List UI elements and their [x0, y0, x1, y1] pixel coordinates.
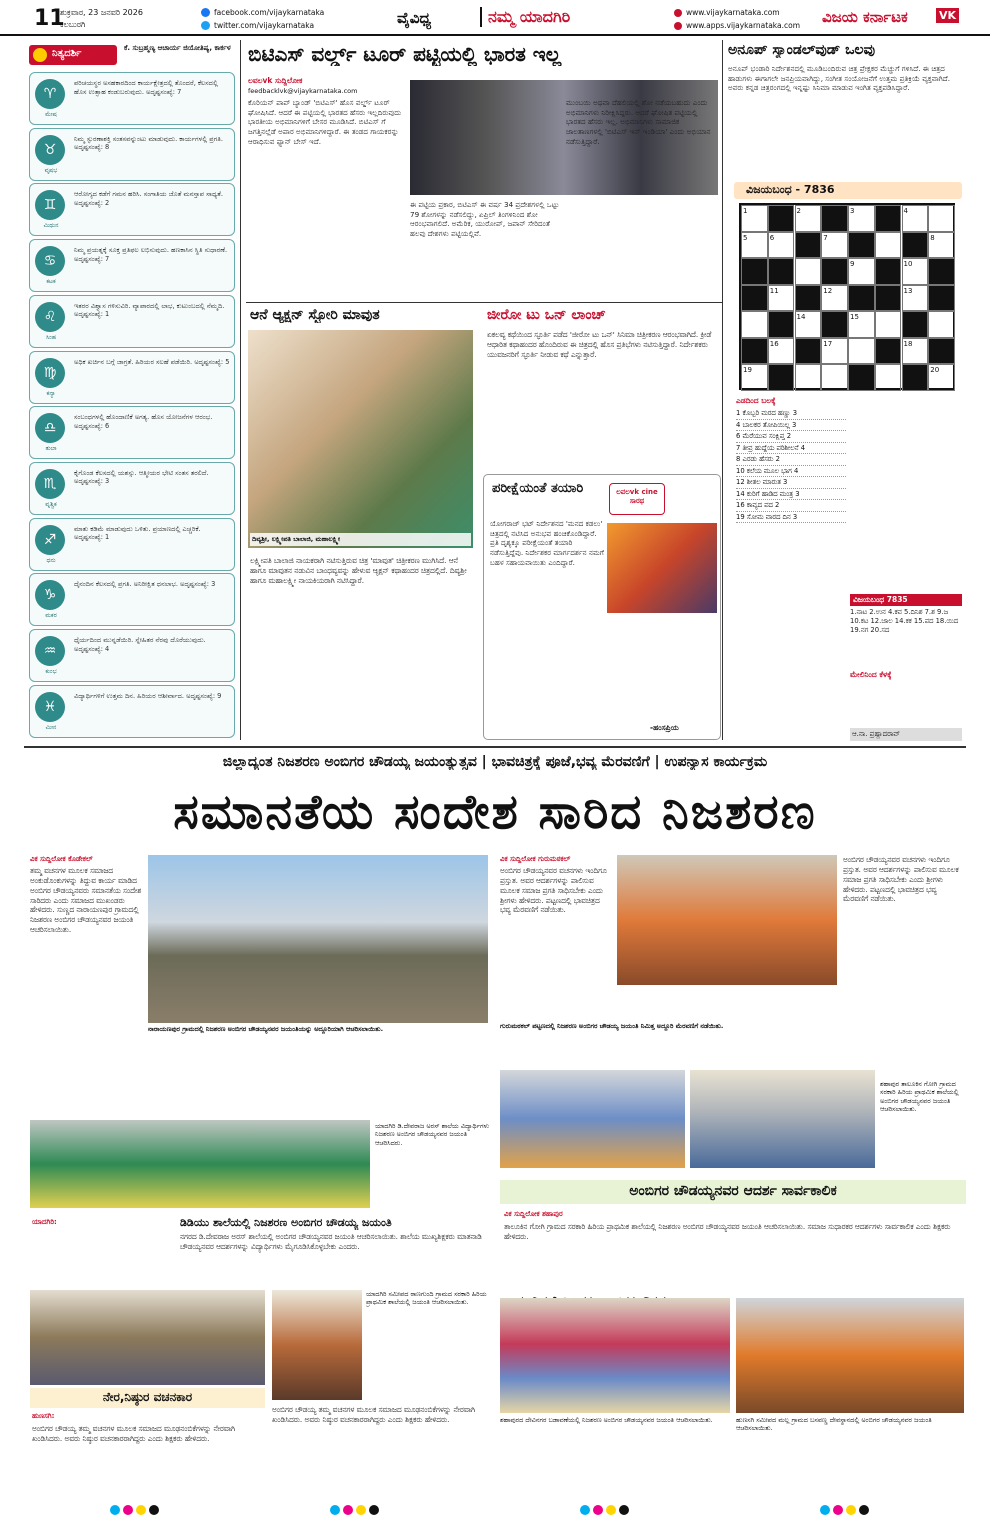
gurumatkal-photo: [617, 855, 837, 985]
crossword-grid[interactable]: [739, 203, 955, 390]
zodiac-name: ವೃಶ್ಚಿಕ: [45, 500, 57, 508]
crossword-cell-number: 16: [769, 339, 779, 348]
crossword-cell-number: 19: [743, 366, 752, 374]
zodiac-name: ಕನ್ಯಾ: [46, 389, 56, 397]
col2-dateline: ವಿಕ ಸುದ್ದಿಲೋಕ ಗುರುಮಠಕಲ್: [500, 855, 571, 863]
crossword-cell[interactable]: [795, 205, 822, 232]
zodiac-icon: ♉: [35, 135, 65, 165]
bts-email: feedbacklvk@vijaykarnataka.com: [248, 87, 358, 95]
crossword-cell-number: 5: [743, 233, 748, 242]
horoscope-card: [29, 518, 235, 571]
caption-gurumatkal: ಗುರುಮಠಕಲ್ ಪಟ್ಟಣದಲ್ಲಿ ನಿಜಶರಣ ಅಂಬಿಗರ ಚೌಡಯ್ಯ ಜಯಂತಿ ನಿಮಿತ್ತ ಅದ್ದೂರಿ ಮೆರವಣಿಗೆ ನಡೆಯಿತು.: [500, 1022, 724, 1030]
header-rule: [0, 34, 990, 36]
zodiac-icon: ♑: [35, 580, 65, 610]
caption-shahapur: ಶಹಾಪುರದ ದೇವಿನಗರ ಬಡಾವಣೆಯಲ್ಲಿ ನಿಜಶರಣ ಅಂಬಿಗರ ಚೌಡಯ್ಯನವರ ಜಯಂತಿ ಆಚರಿಸಲಾಯಿತು.: [500, 1416, 713, 1424]
ambigara-body: ತಾಲೂಕಿನ ಗೋಗಿ ಗ್ರಾಮದ ಸರಕಾರಿ ಹಿರಿಯ ಪ್ರಾಥಮಿಕ ಶಾಲೆಯಲ್ಲಿ ನಿಜಶರಣ ಅಂಬಿಗರ ಚೌಡಯ್ಯನವರ ಜಯಂತಿ ಆಚರಿಸಲಾಯಿತು. ಸಮಾಜ ಸುಧಾರಕರ ಆದರ್ಶಗಳು ಸಾರ್ವಕಾಲಿಕ ಎಂದು ಶಿಕ್ಷಕರು ಹೇಳಿದರು.: [504, 1222, 951, 1241]
bts-body-1: ಕೊರಿಯನ್ ಪಾಪ್ ಬ್ಯಾಂಡ್ 'ಬಿಟಿಎಸ್' ಹೊಸ ವರ್ಲ್ಡ್ ಟೂರ್ ಘೋಷಿಸಿದೆ. ಆದರೆ ಈ ಪಟ್ಟಿಯಲ್ಲಿ ಭಾರತದ ಹೆಸರು ಇಲ್ಲದಿರುವುದು ಭಾರತೀಯ ಅಭಿಮಾನಿಗಳಿಗೆ ಬೇಸರ ಮೂಡಿಸಿದೆ. ಬಿಟಿಎಸ್ ಗೆ ಜಗತ್ತಿನಲ್ಲೆಡೆ ಅಪಾರ ಅಭಿಮಾನಿಗಳಿದ್ದಾರೆ. ಈ ತಂಡದ ಗಾಯಕರನ್ನು ಆರಾಧಿಸುವ ಫ್ಯಾನ್ ಬೇಸ್ ಇದೆ.: [248, 98, 402, 146]
crossword-cell[interactable]: [741, 232, 768, 259]
crossword-block: [821, 258, 848, 285]
crossword-cell[interactable]: [928, 205, 955, 232]
crossword-cell[interactable]: [821, 285, 848, 312]
crossword-block: [928, 338, 955, 365]
crossword-cell[interactable]: [741, 364, 768, 391]
exam-headline: ಪರೀಕ್ಷೆಯಂತೆ ತಯಾರಿ: [492, 481, 584, 496]
crossword-cell[interactable]: [902, 338, 929, 365]
crossword-cell[interactable]: [768, 232, 795, 259]
crossword-clues: [736, 408, 846, 738]
crossword-clue: 7 ತೀವ್ರ ಹುದ್ದೆಯ ಪರಿಶೀಲನೆ 4: [736, 443, 846, 455]
caption-gogi: ಶಹಾಪುರ ತಾಲೂಕಿನ ಗೋಗಿ ಗ್ರಾಮದ ಸರಕಾರಿ ಹಿರಿಯ ಪ್ರಾಥಮಿಕ ಶಾಲೆಯಲ್ಲಿ ಅಂಬಿಗರ ಚೌಡಯ್ಯನವರ ಜಯಂತಿ ಆಚರಿಸಲಾಯಿತು.: [880, 1080, 959, 1114]
crossword-clue: 14 ಕುರಿಗೆ ಹಾಡಿದ ಮಂತ್ರ 3: [736, 489, 846, 501]
horoscope-title: ನಿತ್ಯದರ್ಶಿ: [52, 48, 82, 59]
zodiac-name: ಮಿಥುನ: [43, 222, 59, 230]
crossword-cell-number: 3: [850, 207, 855, 215]
crossword-cell[interactable]: [848, 205, 875, 232]
across-title: ಎಡದಿಂದ ಬಲಕ್ಕೆ: [736, 396, 776, 405]
print-registration-marks: [110, 1500, 162, 1519]
website-link[interactable]: www.vijaykarnataka.com: [686, 8, 780, 17]
horoscope-card: [29, 629, 235, 682]
crossword-setter: ಆ.ನಾ. ಪ್ರಹ್ಲಾದರಾವ್: [850, 728, 962, 741]
crossword-clue: 4 ಬಾಲಕರ ತೋಪಿಯಿಲ್ಲ 3: [736, 420, 846, 432]
facebook-icon: [201, 8, 210, 17]
crossword-block: [795, 285, 822, 312]
ddu-school-photo: [30, 1120, 370, 1208]
ane-headline: ಆನೆ ಆ್ಯಕ್ಷನ್ ಸ್ಟೋರಿ ಮಾವುತ: [250, 307, 380, 323]
crossword-cell-number: 8: [930, 233, 935, 242]
crossword-cell-number: 14: [796, 313, 806, 321]
print-registration-marks: [580, 1500, 632, 1519]
crossword-block: [875, 338, 902, 365]
horoscope-card: [29, 128, 235, 181]
caption-thanagundi: ಯಾದಗಿರಿ ಸಮೀಪದ ಠಾಣಗುಂದಿ ಗ್ರಾಮದ ಸರಕಾರಿ ಹಿರಿಯ ಪ್ರಾಥಮಿಕ ಶಾಲೆಯಲ್ಲಿ ಜಯಂತಿ ಆಚರಿಸಲಾಯಿತು.: [366, 1290, 487, 1307]
horoscope-text: ಪರಿಚಯಸ್ಥರ ಅಸಹಕಾರದಿಂದ ಕಾರ್ಯಕ್ಷೇತ್ರದಲ್ಲಿ ತೊಂದರೆ, ಕೆಲಸದಲ್ಲಿ ಹೊಸ ಉತ್ಸಾಹ ಕಂಡುಬರುವುದು. ಅದೃಷ್ಟಸಂಖ್ಯೆ: 7: [74, 79, 218, 96]
shahapur-devinagar-photo: [500, 1298, 730, 1413]
crossword-cell[interactable]: [821, 364, 848, 391]
crossword-cell-number: 20: [930, 366, 940, 374]
zodiac-icon: ♒: [35, 636, 65, 666]
crossword-cell-number: 9: [850, 260, 855, 268]
horoscope-text: ವಿದ್ಯಾರ್ಥಿಗಳಿಗೆ ಉತ್ತಮ ದಿನ. ಹಿರಿಯರ ಆಶೀರ್ವಾದ. ಅದೃಷ್ಟಸಂಖ್ಯೆ: 9: [74, 691, 222, 700]
horoscope-text: ಮಾತು ಕಡಿಮೆ ಮಾಡುವುದು ಒಳಿತು. ಪ್ರಯಾಣದಲ್ಲಿ ಎಚ್ಚರಿಕೆ. ಅದೃಷ್ಟಸಂಖ್ಯೆ: 1: [74, 524, 201, 542]
crossword-cell-number: 2: [796, 207, 801, 215]
horoscope-text: ಆರೋಗ್ಯದ ಕಡೆಗೆ ಗಮನ ಹರಿಸಿ. ಸಂಗಾತಿಯ ಜೊತೆ ಮನಸ್ತಾಪ ಸಾಧ್ಯತೆ. ಅದೃಷ್ಟಸಂಖ್ಯೆ: 2: [74, 190, 223, 207]
crossword-cell-number: 15: [850, 313, 859, 321]
crossword-cell[interactable]: [902, 285, 929, 312]
dido-body: ನಗರದ ಡಿ.ದೇವರಾಜ ಅರಸ್ ಶಾಲೆಯಲ್ಲಿ ಅಂಬಿಗರ ಚೌಡಯ್ಯನವರ ಜಯಂತಿ ಆಚರಿಸಲಾಯಿತು. ಶಾಲೆಯ ಮುಖ್ಯಶಿಕ್ಷಕರು ಮಾತನಾಡಿ ಚೌಡಯ್ಯನವರ ಆದರ್ಶಗಳನ್ನು ವಿದ್ಯಾರ್ಥಿಗಳು ಮೈಗೂಡಿಸಿಕೊಳ್ಳಬೇಕು ಎಂದರು.: [180, 1232, 482, 1251]
narayanapur-photo: [148, 855, 488, 1023]
crossword-cell-number: 11: [769, 286, 779, 295]
zodiac-icon: ♈: [35, 79, 65, 109]
zero-headline: ಜೀರೋ ಟು ಒನ್ ಲಾಂಚ್: [487, 307, 606, 323]
dido-dateline: ಯಾದಗಿರಿ:: [32, 1218, 57, 1226]
crossword-cell-number: 17: [823, 339, 833, 348]
horoscope-text: ದೈನಂದಿನ ಕೆಲಸದಲ್ಲಿ ಪ್ರಗತಿ. ಅನಿರೀಕ್ಷಿತ ಧನಲಾಭ. ಅದೃಷ್ಟಸಂಖ್ಯೆ: 3: [74, 580, 216, 589]
horoscope-card: [29, 462, 235, 515]
horoscope-text: ನಿಮ್ಮ ಸ್ಫುರಣಾಶಕ್ತಿ ಸಂತಸವನ್ನುಂಟು ಮಾಡುವುದು. ಕಾರ್ಯಗಳಲ್ಲಿ ಪ್ರಗತಿ. ಅದೃಷ್ಟಸಂಖ್ಯೆ: 8: [74, 134, 223, 152]
zero-body: ಏಕಲವ್ಯ ಕಥೆಯಿಂದ ಸ್ಫೂರ್ತಿ ಪಡೆದ 'ಜೀರೋ ಟು ಒನ್' ಸಿನಿಮಾ ಚಿತ್ರೀಕರಣ ಆರಂಭವಾಗಿದೆ. ಕ್ರೀಡೆ ಆಧಾರಿತ ಕಥಾಹಂದರ ಹೊಂದಿರುವ ಈ ಚಿತ್ರದಲ್ಲಿ ಹೊಸ ಪ್ರತಿಭೆಗಳು ನಟಿಸುತ್ತಿದ್ದಾರೆ. ನಿರ್ದೇಶಕರು ಯುವಜನರಿಗೆ ಸ್ಫೂರ್ತಿ ನೀಡುವ ಕಥೆ ಎನ್ನುತ್ತಾರೆ.: [487, 330, 712, 359]
col3-body: ಅಂಬಿಗರ ಚೌಡಯ್ಯನವರ ವಚನಗಳು ಇಂದಿಗೂ ಪ್ರಸ್ತುತ. ಅವರ ಆದರ್ಶಗಳನ್ನು ಪಾಲಿಸುವ ಮೂಲಕ ಸಮಾಜ ಪ್ರಗತಿ ಸಾಧಿಸಬೇಕು ಎಂದು ಶ್ರೀಗಳು ಹೇಳಿದರು. ಪಟ್ಟಣದಲ್ಲಿ ಭಾವಚಿತ್ರದ ಭವ್ಯ ಮೆರವಣಿಗೆ ನಡೆಯಿತು.: [843, 855, 959, 904]
caption-hunasagi: ಹುಣಸಗಿ ಸಮೀಪದ ಮಲ್ಲ ಗ್ರಾಮದ ಬಸವಣ್ಣ ದೇವಸ್ಥಾನದಲ್ಲಿ ಅಂಬಿಗರ ಚೌಡಯ್ಯನವರ ಜಯಂತಿ ಆಚರಿಸಲಾಯಿತು.: [736, 1416, 932, 1433]
crossword-clue: 16 ಕಾವ್ಯದ ಪದ 2: [736, 500, 846, 512]
section-divider: [246, 302, 722, 303]
zodiac-icon: ♌: [35, 302, 65, 332]
neera-dateline: ಹುಣಸಗಿ:: [32, 1412, 55, 1420]
crossword-cell[interactable]: [902, 258, 929, 285]
cine-badge: ಲವಲvk cine ಸಾರಥ: [609, 483, 665, 515]
crossword-clue: 6 ಮೆರೆಯುವ ಸಂಕ್ಷಿಪ್ತ 2: [736, 431, 846, 443]
crossword-cell-number: 18: [903, 339, 913, 348]
crossword-block: [795, 338, 822, 365]
apps-icon: [674, 22, 682, 30]
crossword-cell[interactable]: [875, 364, 902, 391]
sun-icon: [33, 48, 47, 62]
crossword-block: [821, 311, 848, 338]
crossword-cell-number: 7: [823, 233, 828, 242]
facebook-link[interactable]: facebook.com/vijaykarnataka: [214, 8, 325, 17]
zodiac-name: ಮಕರ: [45, 612, 57, 620]
crossword-block: [768, 205, 795, 232]
crossword-cell[interactable]: [821, 338, 848, 365]
crossword-block: [848, 364, 875, 391]
crossword-block: [875, 285, 902, 312]
crossword-cell[interactable]: [848, 338, 875, 365]
crossword-cell[interactable]: [768, 338, 795, 365]
crossword-cell-number: 1: [743, 207, 748, 215]
crossword-cell[interactable]: [821, 232, 848, 259]
zodiac-icon: ♓: [35, 692, 65, 722]
brand-logo: ವಿಜಯ ಕರ್ನಾಟಕ: [822, 8, 908, 26]
crossword-cell[interactable]: [795, 258, 822, 285]
crossword-cell[interactable]: [902, 205, 929, 232]
horoscope-text: ಅಧಿಕ ಖರ್ಚಿನ ಬಗ್ಗೆ ಜಾಗ್ರತೆ. ಹಿರಿಯರ ಸಲಹೆ ಪಡೆಯಿರಿ. ಅದೃಷ್ಟಸಂಖ್ಯೆ: 5: [74, 357, 230, 366]
twitter-link[interactable]: twitter.com/vijaykarnataka: [214, 21, 315, 30]
zodiac-name: ಮೇಷ: [45, 111, 57, 118]
crossword-block: [768, 364, 795, 391]
mavuta-cast-photo: [248, 330, 473, 548]
zodiac-name: ಧನು: [46, 556, 56, 564]
thanagundi-photo: [272, 1290, 362, 1400]
crossword-cell[interactable]: [848, 258, 875, 285]
crossword-block: [875, 258, 902, 285]
main-headline: ಸಮಾನತೆಯ ಸಂದೇಶ ಸಾರಿದ ನಿಜಶರಣ: [173, 784, 817, 840]
crossword-cell[interactable]: [795, 311, 822, 338]
crossword-cell-number: 12: [823, 286, 833, 295]
exam-signoff: -ಹಂಸಪ್ರಿಯ: [650, 723, 679, 732]
header-city: ಕಲಬುರಗಿ: [60, 20, 86, 29]
crossword-cell[interactable]: [928, 364, 955, 391]
main-kicker: ಜಿಲ್ಲಾದ್ಯಂತ ನಿಜಶರಣ ಅಂಬಿಗರ ಚೌಡಯ್ಯ ಜಯಂತ್ಯುತ್ಸವ | ಭಾವಚಿತ್ರಕ್ಕೆ ಪೂಜೆ,ಭವ್ಯ ಮೆರವಣಿಗೆ | ಉಪನ್ಯಾಸ ಕಾರ್ಯಕ್ರಮ: [222, 754, 768, 770]
zodiac-icon: ♍: [35, 358, 65, 388]
ane-body: ಲಕ್ಷ್ಮೀಪತಿ ಬಾಲಾಜಿ ನಾಯಕರಾಗಿ ನಟಿಸುತ್ತಿರುವ ಚಿತ್ರ 'ಮಾವುತ' ಚಿತ್ರೀಕರಣ ಮುಗಿಸಿದೆ. ಆನೆ ಹಾಗೂ ಮಾವುತನ ನಡುವಿನ ಬಾಂಧವ್ಯವನ್ನು ಹೇಳುವ ಆ್ಯಕ್ಷನ್ ಕಥಾಹಂದರ ಚಿತ್ರದಲ್ಲಿದೆ. ದಿವ್ಯಶ್ರೀ ಹಾಗೂ ಮಹಾಲಕ್ಷ್ಮೀ ನಾಯಕಿಯರಾಗಿ ನಟಿಸಿದ್ದಾರೆ.: [250, 556, 467, 585]
main-divider: [24, 746, 966, 748]
bts-body-2: ಈ ಪಟ್ಟಿಯ ಪ್ರಕಾರ, ಬಿಟಿಎಸ್ ಈ ವರ್ಷ 34 ಪ್ರದೇಶಗಳಲ್ಲಿ ಒಟ್ಟು 79 ಶೋಗಳನ್ನು ನಡೆಸಲಿದ್ದು, ಏಪ್ರಿಲ್ ತಿಂಗಳಿನಿಂದ ಶೋ ಆರಂಭವಾಗಲಿದೆ. ಅಮೆರಿಕ, ಯುರೋಪ್, ಜಪಾನ್ ಸೇರಿದಂತೆ ಹಲವು ದೇಶಗಳು ಪಟ್ಟಿಯಲ್ಲಿವೆ.: [410, 200, 560, 239]
edition-name: ನಮ್ಮ ಯಾದಗಿರಿ: [480, 7, 570, 27]
zodiac-name: ತುಲಾ: [45, 445, 57, 453]
crossword-cell-number: 4: [903, 207, 908, 215]
hunasagi-malla-photo: [736, 1298, 964, 1413]
crossword-block: [928, 258, 955, 285]
horoscope-text: ಕೈಗೊಂಡ ಕೆಲಸದಲ್ಲಿ ಯಶಸ್ಸು. ಆತ್ಮೀಯರ ಭೇಟಿ ಸಂತಸ ತರಲಿದೆ. ಅದೃಷ್ಟಸಂಖ್ಯೆ: 3: [74, 468, 209, 486]
apps-link[interactable]: www.apps.vijaykarnataka.com: [686, 21, 801, 30]
web-icon: [674, 9, 682, 17]
crossword-clue: 19 ಸೋಮ ವಾರದ ದಿನ 3: [736, 512, 846, 524]
sandalwood-body: ಅನೂಪ್ ಭಂಡಾರಿ ನಿರ್ದೇಶನದಲ್ಲಿ ಮೂಡಿಬಂದಿರುವ ಚಿತ್ರ ಪ್ರೇಕ್ಷಕರ ಮೆಚ್ಚುಗೆ ಗಳಿಸಿದೆ. ಈ ಚಿತ್ರದ ಹಾಡುಗಳು ಈಗಾಗಲೇ ಜನಪ್ರಿಯವಾಗಿದ್ದು, ಸಂಗೀತ ಸಂಯೋಜನೆಗೆ ಉತ್ತಮ ಪ್ರತಿಕ್ರಿಯೆ ವ್ಯಕ್ತವಾಗಿದೆ. ಅವರು ಕನ್ನಡ ಚಿತ್ರರಂಗದಲ್ಲಿ ಇನ್ನಷ್ಟು ಸಿನಿಮಾ ಮಾಡುವ ಇಂಗಿತ ವ್ಯಕ್ತಪಡಿಸಿದ್ದಾರೆ.: [728, 64, 950, 93]
crossword-cell[interactable]: [795, 364, 822, 391]
crossword-block: [848, 232, 875, 259]
exam-body: ಯೋಗರಾಜ್ ಭಟ್ ನಿರ್ದೇಶನದ 'ಮನದ ಕಡಲು' ಚಿತ್ರದಲ್ಲಿ ನಟಿಸಿದ ಅನುಭವ ಹಂಚಿಕೊಂಡಿದ್ದಾರೆ. ಪ್ರತಿ ದೃಶ್ಯಕ್ಕೂ ಪರೀಕ್ಷೆಯಂತೆ ತಯಾರಿ ನಡೆಸುತ್ತಿದ್ದೆವು. ನಿರ್ದೇಶಕರ ಮಾರ್ಗದರ್ಶನ ನಮಗೆ ಬಹಳ ಸಹಾಯವಾಯಿತು ಎಂದಿದ್ದಾರೆ.: [490, 519, 604, 567]
crossword-block: [928, 285, 955, 312]
sandalwood-headline: ಅನೂಪ್ ಸ್ಯಾಂಡಲ್‌ವುಡ್ ಒಲವು: [728, 42, 875, 58]
hunasagi-school-photo: [30, 1290, 265, 1385]
bts-byline: ಲವಲvk ಸುದ್ದಿಲೋಕ: [248, 76, 303, 85]
bts-body-3: ಮುಂಬಯಿ ಅಥವಾ ದೆಹಲಿಯಲ್ಲಿ ಶೋ ನಡೆಯಬಹುದು ಎಂದು ಅಭಿಮಾನಿಗಳು ನಿರೀಕ್ಷಿಸಿದ್ದರು. ಆದರೆ ಘೋಷಿತ ಪಟ್ಟಿಯಲ್ಲಿ ಭಾರತದ ಹೆಸರು ಇಲ್ಲ. ಅಭಿಮಾನಿಗಳು ಸಾಮಾಜಿಕ ಜಾಲತಾಣಗಳಲ್ಲಿ 'ಬಿಟಿಎಸ್ ಇನ್ ಇಂಡಿಯಾ' ಎಂದು ಅಭಿಯಾನ ನಡೆಸುತ್ತಿದ್ದಾರೆ.: [566, 98, 711, 146]
horoscope-card: [29, 295, 235, 348]
gogi-school-photo-1: [500, 1070, 685, 1168]
zodiac-name: ಕುಂಭ: [45, 668, 57, 675]
page-number: 11: [34, 6, 65, 31]
zodiac-name: ಮೀನ: [45, 723, 57, 731]
crossword-cell[interactable]: [875, 232, 902, 259]
zodiac-name: ಸಿಂಹ: [45, 333, 56, 341]
section-name: ವೈವಿಧ್ಯ: [397, 9, 432, 27]
exam-story: [483, 474, 721, 740]
crossword-clue: 8 ಎರಡು ಹೆಸರು 2: [736, 454, 846, 466]
horoscope-text: ಸಂಬಂಧಗಳಲ್ಲಿ ಹೊಂದಾಣಿಕೆ ಅಗತ್ಯ. ಹೊಸ ಯೋಜನೆಗಳ ಆರಂಭ. ಅದೃಷ್ಟಸಂಖ್ಯೆ: 6: [74, 413, 213, 430]
horoscope-card: [29, 72, 235, 125]
zodiac-name: ವೃಷಭ: [44, 166, 58, 174]
crossword-cell[interactable]: [928, 232, 955, 259]
crossword-cell[interactable]: [768, 285, 795, 312]
column-divider: [722, 40, 723, 740]
zodiac-icon: ♏: [35, 469, 65, 499]
zodiac-icon: ♐: [35, 525, 65, 555]
neera-body: ಅಂಬಿಗರ ಚೌಡಯ್ಯ ತಮ್ಮ ವಚನಗಳ ಮೂಲಕ ಸಮಾಜದ ಮೂಢನಂಬಿಕೆಗಳನ್ನು ನೇರವಾಗಿ ಖಂಡಿಸಿದರು. ಅವರು ನಿಷ್ಠುರ ವಚನಕಾರರಾಗಿದ್ದರು ಎಂದು ಶಿಕ್ಷಕರು ಹೇಳಿದರು.: [32, 1424, 236, 1443]
print-registration-marks: [820, 1500, 872, 1519]
crossword-cell-number: 13: [903, 286, 913, 295]
crossword-block: [902, 232, 929, 259]
crossword-block: [768, 311, 795, 338]
prev-crossword-title: ವಿಜಯಬಂಧ 7835: [850, 594, 962, 606]
horoscope-card: [29, 351, 235, 404]
header-date: ಶುಕ್ರವಾರ, 23 ಜನವರಿ 2026: [60, 8, 143, 17]
crossword-block: [821, 205, 848, 232]
col2-body: ಅಂಬಿಗರ ಚೌಡಯ್ಯನವರ ವಚನಗಳು ಇಂದಿಗೂ ಪ್ರಸ್ತುತ. ಅವರ ಆದರ್ಶಗಳನ್ನು ಪಾಲಿಸುವ ಮೂಲಕ ಸಮಾಜ ಪ್ರಗತಿ ಸಾಧಿಸಬೇಕು ಎಂದು ಶ್ರೀಗಳು ಹೇಳಿದರು. ಪಟ್ಟಣದಲ್ಲಿ ಭಾವಚಿತ್ರದ ಭವ್ಯ ಮೆರವಣಿಗೆ ನಡೆಯಿತು.: [500, 866, 607, 915]
brand-badge: VK: [936, 8, 959, 23]
col1-dateline: ವಿಕ ಸುದ್ದಿಲೋಕ ಕೊಡೇಕಲ್: [30, 855, 93, 863]
zodiac-icon: ♋: [35, 246, 65, 276]
gogi-school-photo-2: [690, 1070, 875, 1168]
horoscope-card: [29, 573, 235, 626]
crossword-cell[interactable]: [741, 205, 768, 232]
column-divider: [240, 40, 241, 740]
caption-ddu: ಯಾದಗಿರಿ ಡಿ.ದೇವರಾಜ ಅರಸ್ ಶಾಲೆಯ ವಿದ್ಯಾರ್ಥಿಗಳು ನಿಜಶರಣ ಅಂಬಿಗರ ಚೌಡಯ್ಯನವರ ಜಯಂತಿ ಆಚರಿಸಿದರು.: [375, 1122, 490, 1147]
prev-crossword-answers: 1.ನಾಟ 2.ಉನ 4.ಕವ 5.ದಿನಿಶ 7.ಶ 9.ಜ 10.ಕಟ 12.ಜಾಲ 14.ಕಕ 15.ಪದ 18.ಯಿದ 19.ನಗ 20.ಸದ: [850, 608, 959, 635]
neera-headline: ನೇರ,ನಿಷ್ಠುರ ವಚನಕಾರ: [102, 1390, 193, 1404]
horoscope-text: ಧೈರ್ಯದಿಂದ ಮುನ್ನಡೆಯಿರಿ. ಸ್ನೇಹಿತರ ನೆರವು ದೊರೆಯುವುದು. ಅದೃಷ್ಟಸಂಖ್ಯೆ: 4: [74, 636, 206, 653]
zodiac-icon: ♊: [35, 190, 65, 220]
crossword-clue: 10 ಕಲೆಯ ಮೂಲ ಭಾಗ 4: [736, 466, 846, 478]
crossword-block: [875, 205, 902, 232]
ambigara-headline: ಅಂಬಿಗರ ಚೌಡಯ್ಯನವರ ಆದರ್ಶ ಸಾರ್ವಕಾಲಿಕ: [629, 1183, 837, 1199]
crossword-block: [741, 285, 768, 312]
horoscope-text: ನಿಮ್ಮ ಪ್ರಯತ್ನಕ್ಕೆ ಸೂಕ್ತ ಪ್ರತಿಫಲ ಲಭಿಸುವುದು. ಹಣಕಾಸಿನ ಸ್ಥಿತಿ ಸುಧಾರಣೆ. ಅದೃಷ್ಟಸಂಖ್ಯೆ: 7: [74, 246, 228, 263]
crossword-block: [741, 338, 768, 365]
exam-film-poster: [607, 523, 717, 613]
print-registration-marks: [330, 1500, 382, 1519]
ambigara-dateline: ವಿಕ ಸುದ್ದಿಲೋಕ ಶಹಾಪುರ: [504, 1210, 563, 1218]
zodiac-name: ಕಟಕ: [46, 278, 56, 286]
crossword-cell-number: 6: [769, 233, 775, 242]
crossword-block: [848, 285, 875, 312]
crossword-cell[interactable]: [928, 311, 955, 338]
horoscope-card: [29, 239, 235, 292]
crossword-clue: 12 ಶೀತಲ ಮಾರುತ 3: [736, 477, 846, 489]
crossword-block: [902, 311, 929, 338]
crossword-cell[interactable]: [741, 311, 768, 338]
crossword-block: [902, 364, 929, 391]
twitter-icon: [201, 21, 210, 30]
crossword-block: [741, 258, 768, 285]
crossword-block: [768, 258, 795, 285]
crossword-cell[interactable]: [875, 311, 902, 338]
horoscope-author: ಕೆ. ಸುಬ್ರಹ್ಮಣ್ಯ ಆಚಾರ್ಯ ಜಿಯೋತಿಷ್ಯ, ಕಾರ್ಕಳ: [124, 44, 231, 52]
dido-headline: ಡಿಡಿಯು ಶಾಲೆಯಲ್ಲಿ ನಿಜಶರಣ ಅಂಬಿಗರ ಚೌಡಯ್ಯ ಜಯಂತಿ: [180, 1216, 392, 1229]
thana-body-left: ಅಂಬಿಗರ ಚೌಡಯ್ಯ ತಮ್ಮ ವಚನಗಳ ಮೂಲಕ ಸಮಾಜದ ಮೂಢನಂಬಿಕೆಗಳನ್ನು ನೇರವಾಗಿ ಖಂಡಿಸಿದರು. ಅವರು ನಿಷ್ಠುರ ವಚನಕಾರರಾಗಿದ್ದರು ಎಂದು ಶಿಕ್ಷಕರು ಹೇಳಿದರು.: [272, 1405, 476, 1424]
crossword-title: ವಿಜಯಬಂಧ - 7836: [746, 183, 835, 196]
crossword-cell[interactable]: [848, 311, 875, 338]
horoscope-text: ಇತರರ ವಿಶ್ವಾಸ ಗಳಿಸುವಿರಿ. ವ್ಯಾಪಾರದಲ್ಲಿ ಲಾಭ, ಕುಟುಂಬದಲ್ಲಿ ನೆಮ್ಮದಿ. ಅದೃಷ್ಟಸಂಖ್ಯೆ: 1: [74, 301, 225, 319]
crossword-clue: 1 ಕೊಬ್ಬರಿ ಮರದ ಹಣ್ಣು 3: [736, 408, 846, 420]
zodiac-icon: ♎: [35, 413, 65, 443]
caption-narayanapur: ನಾರಾಯಣಪುರ ಗ್ರಾಮದಲ್ಲಿ ನಿಜಶರಣ ಅಂಬಿಗರ ಚೌಡಯ್ಯನವರ ಜಯಂತಿಯನ್ನು ಅದ್ದೂರಿಯಾಗಿ ಆಚರಿಸಲಾಯಿತು.: [148, 1025, 384, 1033]
crossword-cell-number: 10: [903, 260, 913, 268]
horoscope-card: [29, 685, 235, 738]
horoscope-card: [29, 183, 235, 236]
col1-body: ತಮ್ಮ ವಚನಗಳ ಮೂಲಕ ಸಮಾಜದ ಅಂಕುಡೊಂಕುಗಳನ್ನು ತಿದ್ದುವ ಕಾರ್ಯ ಮಾಡಿದ ಅಂಬಿಗರ ಚೌಡಯ್ಯನವರು ಸಮಾನತೆಯ ಸಂದೇಶ ಸಾರಿದರು ಎಂದು ಸಮಾಜದ ಮುಖಂಡರು ಹೇಳಿದರು. ಸುಣ್ಣದ ನಾರಾಯಣಪುರ ಗ್ರಾಮದಲ್ಲಿ ನಿಜಶರಣ ಅಂಬಿಗರ ಚೌಡಯ್ಯನವರ ಜಯಂತಿ ಆಚರಿಸಲಾಯಿತು.: [30, 866, 142, 935]
horoscope-card: [29, 406, 235, 459]
down-title: ಮೇಲಿನಿಂದ ಕೆಳಕ್ಕೆ: [850, 670, 892, 679]
crossword-block: [795, 232, 822, 259]
ane-photo-caption: ದಿವ್ಯಶ್ರೀ, ಲಕ್ಷ್ಮೀಪತಿ ಬಾಲಾಜಿ, ಮಹಾಲಕ್ಷ್ಮೀ: [250, 533, 471, 546]
bts-headline: ಬಿಟಿಎಸ್ ವರ್ಲ್ಡ್ ಟೂರ್ ಪಟ್ಟಿಯಲ್ಲಿ ಭಾರತ ಇಲ್ಲ: [248, 42, 562, 66]
